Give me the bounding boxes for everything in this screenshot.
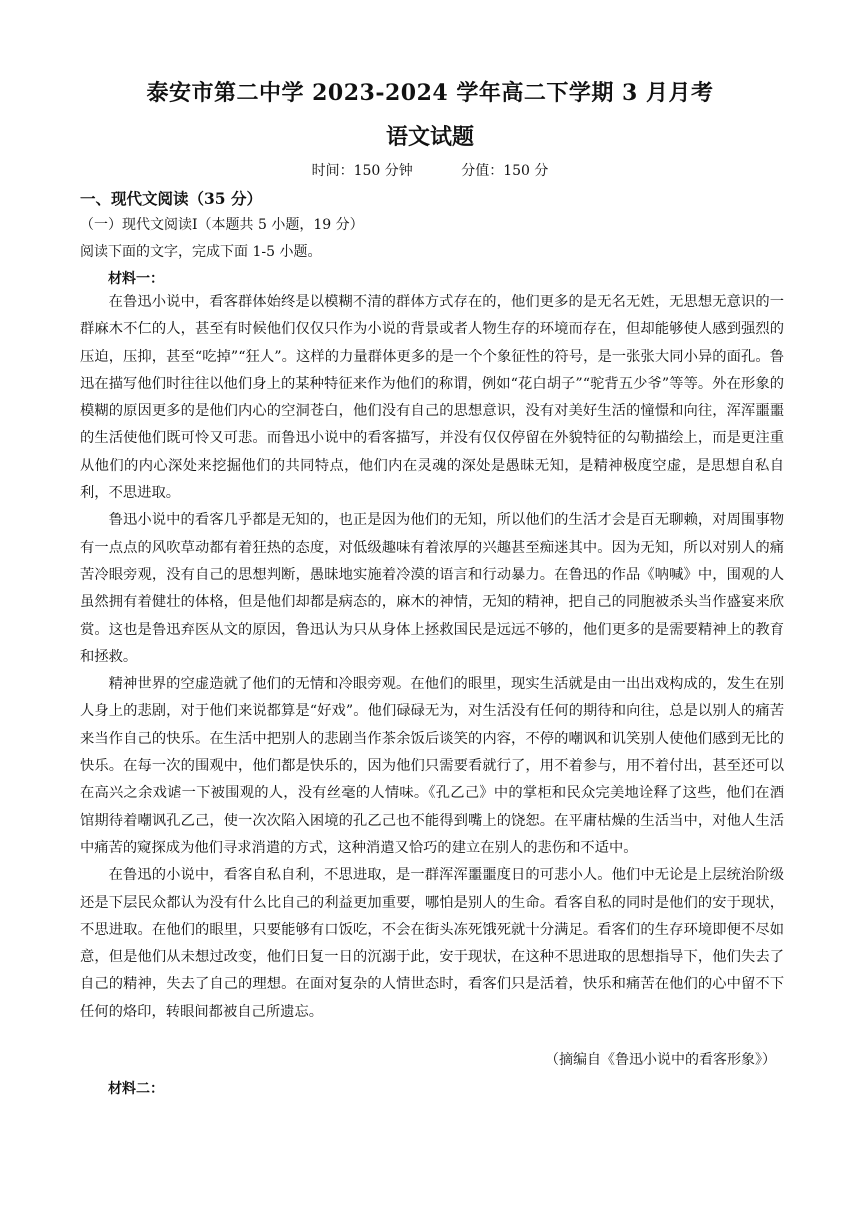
material1-paragraph: 在鲁迅小说中，看客群体始终是以模糊不清的群体方式存在的，他们更多的是无名无姓，无思想无意识的一群麻木不仁的人，甚至有时候他们仅仅只作为小说的背景或者人物生存的环境而存在，但却能够使人感到强烈的压迫，压抑，甚至“吃掉”“狂人”。这样的力量群体更多的是一个个象征性的符号，是一张张大同小异的面孔。鲁迅在描写他们时往往以他们身上的某种特征来作为他们的称谓，例如“花白胡子”“驼背五少爷”等等。外在形象的模糊的原因更多的是他们内心的空洞苍白，他们没有自己的思想意识，没有对美好生活的憧憬和向往，浑浑噩噩的生活使他们既可怜又可悲。而鲁迅小说中的看客描写，并没有仅仅停留在外貌特征的勾勒描绘上，而是更注重从他们的内心深处来挖掘他们的共同特点，他们内在灵魂的深处是愚昧无知，是精神极度空虚，是思想自私自利，不思进取。 [80,294,784,502]
exam-time: 时间：150 分钟 [311,163,413,179]
sub-section-heading: （一）现代文阅读Ⅰ（本题共 5 小题，19 分） [80,217,364,233]
material1-body [80,289,784,1026]
reading-instruction: 阅读下面的文字，完成下面 1-5 小题。 [80,244,322,260]
material1-source: （摘编自《鲁迅小说中的看客形象》） [545,1052,776,1068]
exam-meta [0,160,860,180]
material1-paragraph: 鲁迅小说中的看客几乎都是无知的，也正是因为他们的无知，所以他们的生活才会是百无聊赖，对周围事物有一点点的风吹草动都有着狂热的态度，对低级趣味有着浓厚的兴趣甚至痴迷其中。因为无知，所以对别人的痛苦冷眼旁观，没有自己的思想判断，愚昧地实施着冷漠的语言和行动暴力。在鲁迅的作品《呐喊》中，围观的人虽然拥有着健壮的体格，但是他们却都是病态的，麻木的神情，无知的精神，把自己的同胞被杀头当作盛宴来欣赏。这也是鲁迅弃医从文的原因，鲁迅认为只从身体上拯救国民是远远不够的，他们更多的是需要精神上的教育和拯救。 [80,512,784,665]
material1-paragraph: 精神世界的空虚造就了他们的无情和冷眼旁观。在他们的眼里，现实生活就是由一出出戏构成的，发生在别人身上的悲剧，对于他们来说都算是“好戏”。他们碌碌无为，对生活没有任何的期待和向往，总是以别人的痛苦来当作自己的快乐。在生活中把别人的悲剧当作茶余饭后谈笑的内容，不停的嘲讽和讥笑别人使他们感到无比的快乐。在每一次的围观中，他们都是快乐的，因为他们只需要看就行了，用不着参与，用不着付出，甚至还可以在高兴之余戏谑一下被围观的人，没有丝毫的人情味。《孔乙己》中的掌柜和民众完美地诠释了这些，他们在酒馆期待着嘲讽孔乙己，使一次次陷入困境的孔乙己也不能得到嘴上的饶恕。在平庸枯燥的生活当中，对他人生活中痛苦的窥探成为他们寻求消遣的方式，这种消遣又恰巧的建立在别人的悲伤和不适中。 [80,676,784,856]
material1-label: 材料一： [108,271,164,287]
exam-title: 泰安市第二中学 2023-2024 学年高二下学期 3 月月考 [146,80,714,106]
exam-subtitle: 语文试题 [385,124,474,150]
exam-score: 分值：150 分 [461,163,549,179]
material1-paragraph: 在鲁迅的小说中，看客自私自利，不思进取，是一群浑浑噩噩度日的可悲小人。他们中无论是上层统治阶级还是下层民众都认为没有什么比自己的利益更加重要，哪怕是别人的生命。看客自私的同时是他们的安于现状，不思进取。在他们的眼里，只要能够有口饭吃，不会在街头冻死饿死就十分满足。看客们的生存环境即便不尽如意，但是他们从未想过改变，他们日复一日的沉溺于此，安于现状，在这种不思进取的思想指导下，他们失去了自己的精神，失去了自己的理想。在面对复杂的人情世态时，看客们只是活着，快乐和痛苦在他们的心中留不下任何的烙印，转眼间都被自己所遗忘。 [80,867,784,1020]
section-heading: 一、现代文阅读（35 分） [80,189,262,208]
material2-label: 材料二： [108,1081,164,1097]
